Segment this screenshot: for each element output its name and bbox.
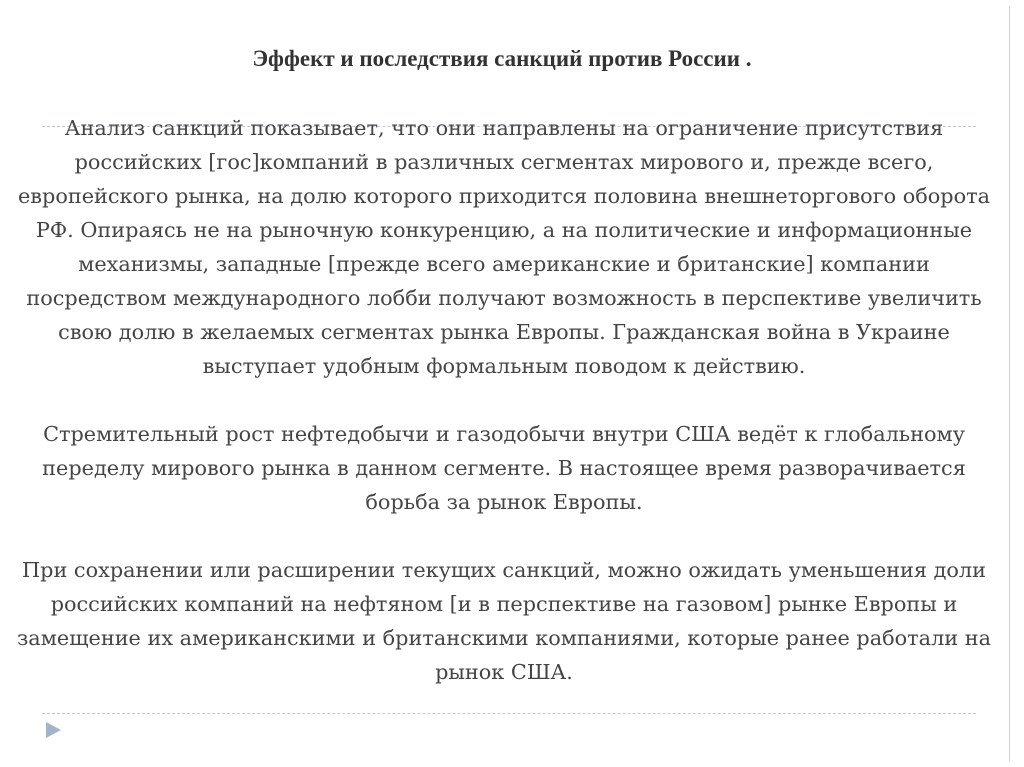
paragraph-forecast: При сохранении или расширении текущих санкций, можно ожидать уменьшения доли российских компаний на нефтяном [и в перспективе на газовом] рынке Европы и замещение их американскими и британскими компаниями, которые ранее работали на рынок США. bbox=[16, 558, 992, 684]
paragraph-spacer bbox=[8, 519, 1000, 553]
paragraph-us-production: Стремительный рост нефтедобычи и газодобычи внутри США ведёт к глобальному переделу мирового рынка в данном сегменте. В настоящее время разворачивается борьба за рынок Европы. bbox=[42, 422, 966, 514]
paragraph-spacer bbox=[8, 383, 1000, 417]
slide-frame-border bbox=[1009, 6, 1010, 761]
bottom-dashed-divider bbox=[42, 713, 976, 714]
slide-title: Эффект и последствия санкций против России . bbox=[252, 46, 752, 71]
play-arrow-icon[interactable] bbox=[46, 722, 61, 738]
paragraph-analysis: Анализ санкций показывает, что они направлены на ограничение присутствия российских [гос]компаний в различных сегментах мирового и, прежде всего, европейского рынка, на долю которого приходится половина внешнеторгового оборота РФ. Опираясь не на рыночную конкуренцию, а на политические и информационные механизмы, западные [прежде всего американские и британские] компании посредством международного лобби получают возможность в перспективе увеличить свою долю в желаемых сегментах рынка Европы. Гражданская война в Украине выступает удобным формальным поводом к действию. bbox=[17, 116, 991, 378]
slide-body bbox=[8, 111, 1000, 689]
